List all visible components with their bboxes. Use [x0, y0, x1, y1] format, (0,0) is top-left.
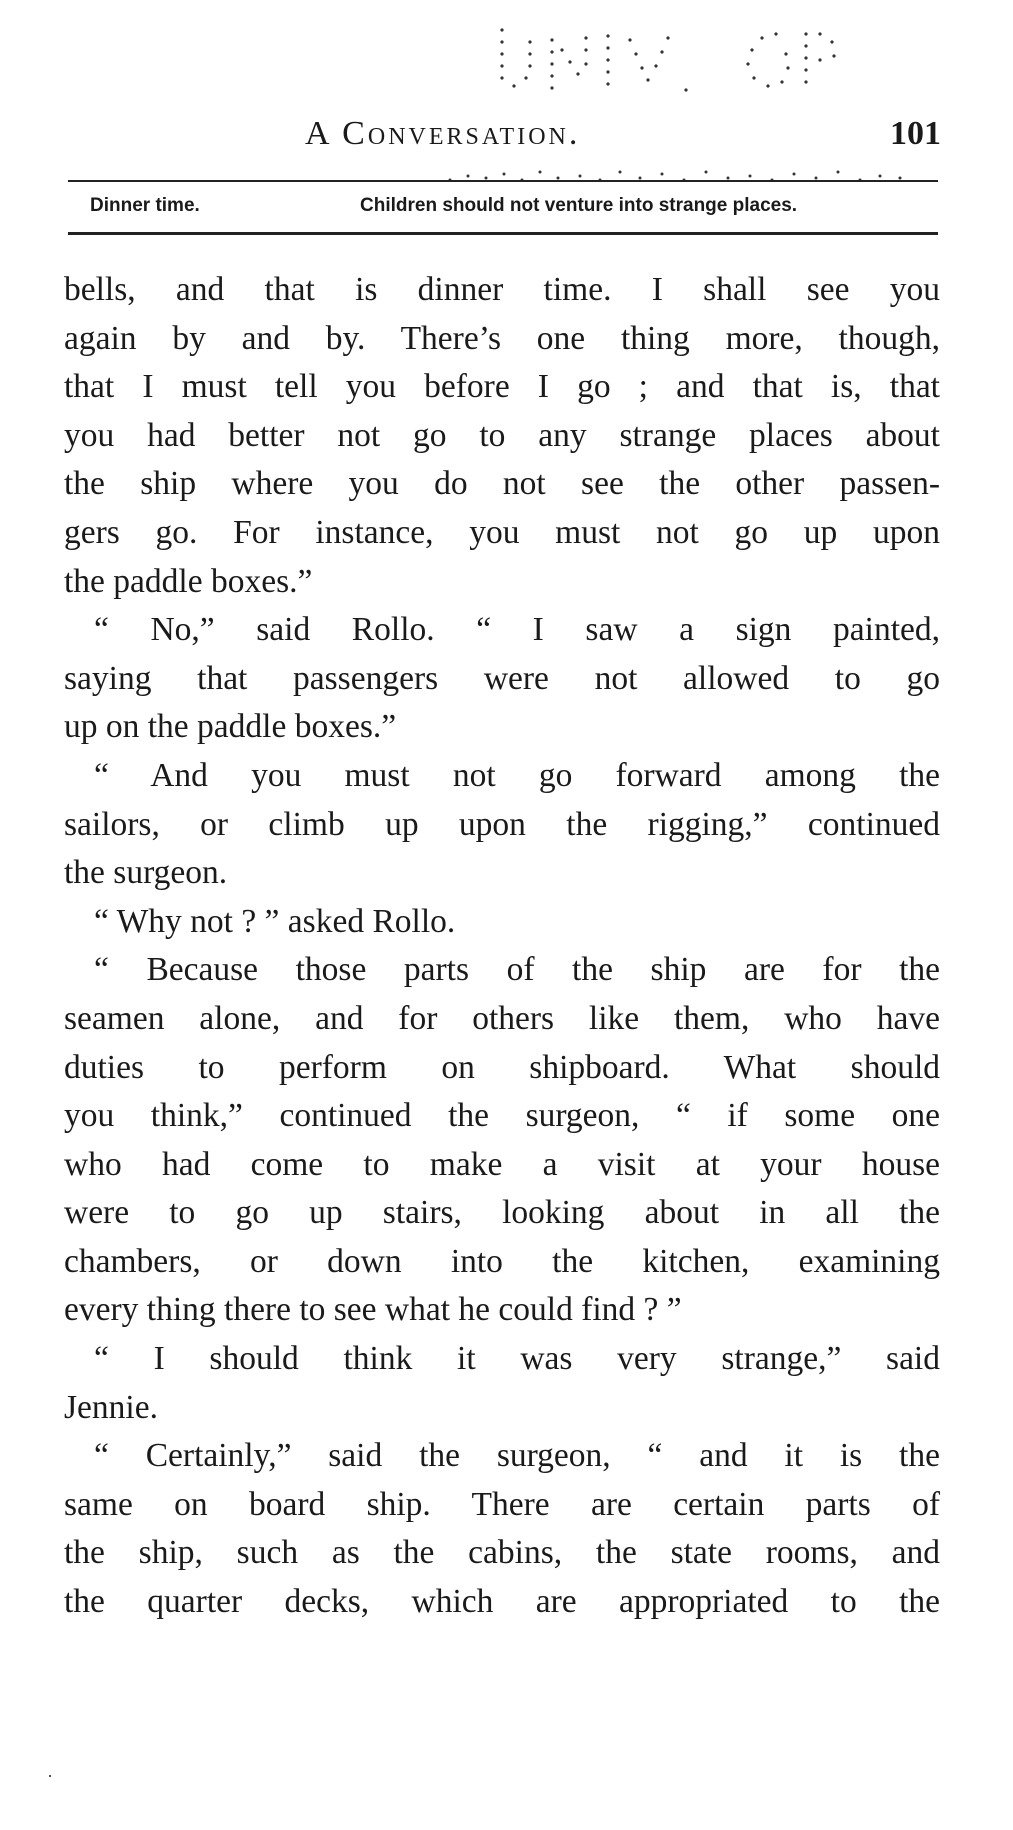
text-line: you think,” continued the surgeon, “ if some one: [64, 1097, 940, 1135]
body-text: [64, 266, 940, 1627]
marginal-note-right: Children should not venture into strange places.: [360, 195, 798, 216]
text-line: every thing there to see what he could find ? ”: [64, 1291, 682, 1329]
text-line: again by and by. There’s one thing more, though,: [64, 319, 940, 357]
text-line: were to go up stairs, looking about in all the: [64, 1194, 940, 1232]
text-line: that I must tell you before I go ; and that is, that: [64, 368, 940, 406]
header-rule-top: [68, 180, 938, 182]
running-head: [0, 115, 1013, 165]
header-rule-bottom: [68, 232, 938, 235]
text-line: duties to perform on shipboard. What should: [64, 1048, 940, 1086]
text-line: bells, and that is dinner time. I shall see you: [64, 271, 940, 308]
text-line: same on board ship. There are certain parts of: [64, 1485, 940, 1523]
text-line: the ship where you do not see the other passen-: [64, 465, 940, 503]
text-line: the surgeon.: [64, 854, 228, 892]
text-line: the quarter decks, which are appropriated to the: [64, 1583, 940, 1621]
text-line: the ship, such as the cabins, the state rooms, and: [64, 1534, 940, 1572]
text-line: who had come to make a visit at your house: [64, 1145, 940, 1183]
text-line: chambers, or down into the kitchen, examining: [64, 1242, 940, 1280]
text-line: gers go. For instance, you must not go up upon: [64, 513, 940, 551]
text-line: “ Certainly,” said the surgeon, “ and it is the: [94, 1437, 940, 1475]
marginal-note-left: Dinner time.: [90, 195, 200, 216]
text-line: “ I should think it was very strange,” said: [94, 1340, 940, 1378]
running-head-title: A Conversation.: [305, 115, 581, 152]
text-line: “ No,” said Rollo. “ I saw a sign painted,: [94, 611, 940, 649]
perforated-stamp-icon: [490, 20, 890, 100]
text-line: up on the paddle boxes.”: [64, 708, 397, 746]
text-line: Jennie.: [64, 1388, 158, 1426]
text-line: “ Because those parts of the ship are for the: [94, 951, 940, 989]
text-line: “ And you must not go forward among the: [94, 756, 940, 794]
page-number: 101: [890, 115, 941, 152]
text-line: sailors, or climb up upon the rigging,” continued: [64, 805, 940, 843]
text-line: seamen alone, and for others like them, who have: [64, 999, 940, 1037]
text-line: saying that passengers were not allowed to go: [64, 659, 940, 697]
text-line: “ Why not ? ” asked Rollo.: [94, 902, 456, 940]
paper-speck: [49, 1775, 51, 1777]
text-line: you had better not go to any strange places about: [64, 416, 940, 454]
text-line: the paddle boxes.”: [64, 562, 313, 600]
